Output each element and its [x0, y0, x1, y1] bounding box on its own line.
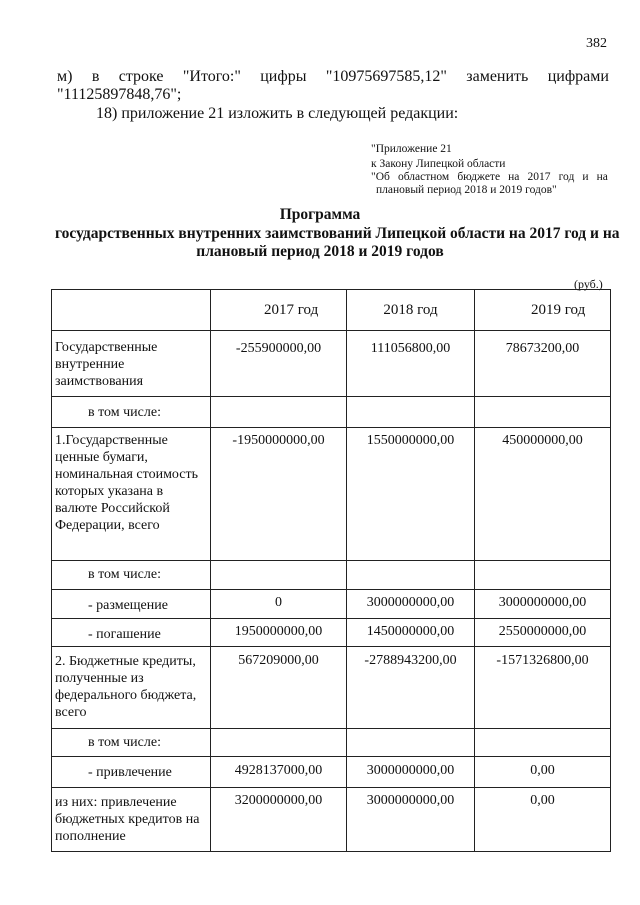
- row-label: 2. Бюджетные кредиты, полученные из федерального бюджета, всего: [52, 647, 211, 729]
- cell-2018: 1550000000,00: [347, 428, 475, 561]
- cell-2019: 0,00: [475, 788, 611, 852]
- row-label: - размещение: [52, 590, 211, 619]
- table-row: [52, 729, 611, 757]
- cell-2019: -1571326800,00: [475, 647, 611, 729]
- cell-2017: 3200000000,00: [211, 788, 347, 852]
- row-label: в том числе:: [52, 397, 211, 428]
- intro-word: строке: [118, 68, 164, 85]
- cell-2019: 450000000,00: [475, 428, 611, 561]
- cell-2018: 1450000000,00: [347, 619, 475, 647]
- appendix-line-3: [371, 170, 608, 184]
- cell-2018: 111056800,00: [347, 331, 475, 397]
- cell-2018: [347, 397, 475, 428]
- table-row: [52, 647, 611, 729]
- row-label: 1.Государственные ценные бумаги, номинальная стоимость которых указана в валюте Российской Федерации, всего: [52, 428, 211, 561]
- table-row: [52, 397, 611, 428]
- cell-2018: 3000000000,00: [347, 788, 475, 852]
- cell-2019: 3000000000,00: [475, 590, 611, 619]
- intro-word: цифрами: [547, 68, 609, 85]
- page-number: 382: [586, 36, 607, 51]
- appendix-word: на: [508, 171, 520, 183]
- table-row: [52, 788, 611, 852]
- cell-2019: 0,00: [475, 757, 611, 788]
- appendix-word: бюджете: [457, 171, 501, 183]
- borrowing-program-table: [51, 289, 611, 852]
- currency-unit: (руб.): [574, 277, 603, 291]
- header-cell-empty: [52, 290, 211, 331]
- row-label-text: Государственные внутренние заимствования: [55, 340, 158, 389]
- table-row: [52, 561, 611, 590]
- appendix-word: и: [582, 171, 589, 183]
- intro-word: заменить: [466, 68, 529, 85]
- appendix-line-4: плановый период 2018 и 2019 годов": [376, 184, 557, 196]
- cell-2017: [211, 561, 347, 590]
- appendix-line-1: "Приложение 21: [371, 143, 452, 155]
- cell-2019: 2550000000,00: [475, 619, 611, 647]
- header-cell-2019: 2019 год: [475, 290, 611, 331]
- table-row: [52, 619, 611, 647]
- intro-line-2: "11125897848,76";: [57, 86, 182, 103]
- cell-2017: [211, 397, 347, 428]
- row-label: [52, 331, 211, 397]
- table-header-row: [52, 290, 611, 331]
- cell-2019: [475, 729, 611, 757]
- row-label: из них: привлечение бюджетных кредитов на пополнение: [52, 788, 211, 852]
- cell-2017: 0: [211, 590, 347, 619]
- cell-2018: [347, 561, 475, 590]
- cell-2019: 78673200,00: [475, 331, 611, 397]
- cell-2019: [475, 397, 611, 428]
- cell-2017: [211, 729, 347, 757]
- row-label: в том числе:: [52, 561, 211, 590]
- cell-2017: -1950000000,00: [211, 428, 347, 561]
- cell-2019: [475, 561, 611, 590]
- appendix-word: областном: [397, 171, 450, 183]
- table-row: [52, 331, 611, 397]
- table-row: [52, 757, 611, 788]
- program-subtitle-line-2: плановый период 2018 и 2019 годов: [196, 243, 444, 260]
- table-row: [52, 428, 611, 561]
- cell-2018: 3000000000,00: [347, 757, 475, 788]
- header-cell-2017: 2017 год: [211, 290, 347, 331]
- cell-2018: [347, 729, 475, 757]
- cell-2017: 1950000000,00: [211, 619, 347, 647]
- appendix-word: на: [596, 171, 608, 183]
- cell-2017: 4928137000,00: [211, 757, 347, 788]
- appendix-word: 2017: [527, 171, 551, 183]
- row-label: - погашение: [52, 619, 211, 647]
- intro-word: "Итого:": [182, 68, 241, 85]
- program-subtitle-line-1: государственных внутренних заимствований Липецкой области на 2017 год и на: [55, 225, 620, 242]
- cell-2017: 567209000,00: [211, 647, 347, 729]
- cell-2018: -2788943200,00: [347, 647, 475, 729]
- appendix-line-2: к Закону Липецкой области: [371, 158, 506, 170]
- appendix-word: год: [558, 171, 575, 183]
- intro-line-3: 18) приложение 21 изложить в следующей редакции:: [96, 105, 459, 122]
- program-title: Программа: [279, 206, 361, 223]
- intro-word: "10975697585,12": [325, 68, 447, 85]
- table-row: [52, 590, 611, 619]
- intro-word: в: [91, 68, 100, 85]
- cell-2017: -255900000,00: [211, 331, 347, 397]
- row-label: - привлечение: [52, 757, 211, 788]
- header-cell-2018: 2018 год: [347, 290, 475, 331]
- row-label: в том числе:: [52, 729, 211, 757]
- cell-2018: 3000000000,00: [347, 590, 475, 619]
- appendix-word: "Об: [371, 171, 390, 183]
- intro-line-1: [57, 68, 609, 86]
- intro-word: цифры: [260, 68, 307, 85]
- intro-word: м): [57, 68, 73, 85]
